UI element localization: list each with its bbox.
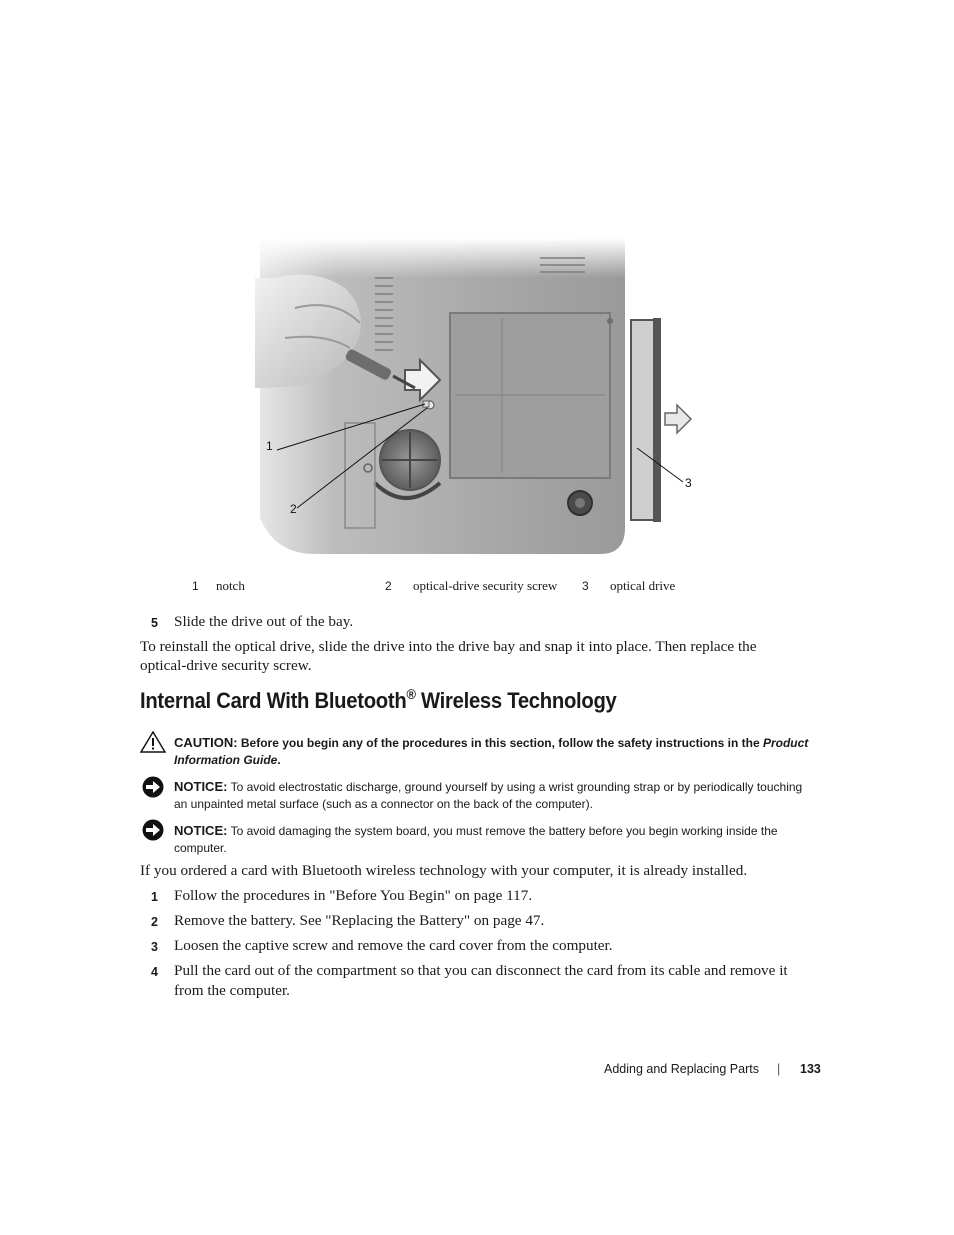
notice-label: NOTICE: <box>174 779 228 794</box>
footer-separator: | <box>777 1062 781 1076</box>
notice-text: To avoid damaging the system board, you must remove the battery before you begin working inside the computer. <box>174 824 778 855</box>
step-2-number: 2 <box>151 915 158 929</box>
section-heading <box>140 686 617 714</box>
callout-3: 3 <box>685 476 692 490</box>
reinstall-paragraph-line2: optical-drive security screw. <box>140 657 312 674</box>
notice-text: To avoid electrostatic discharge, ground yourself by using a wrist grounding strap or by periodically touching an unpainted metal surface (such as a connector on the back of the computer). <box>174 780 803 811</box>
caution-ref: Product Information Guide <box>174 736 809 767</box>
legend-num: 3 <box>582 579 589 593</box>
caution-text: Before you begin any of the procedures in this section, follow the safety instructions in the <box>237 736 763 750</box>
notice-icon <box>141 776 165 798</box>
optical-drive-removal-figure <box>255 238 695 558</box>
legend-label: notch <box>215 578 245 593</box>
caution-label: CAUTION: <box>174 735 238 750</box>
step-1-number: 1 <box>151 890 158 904</box>
notice-1 <box>174 778 814 813</box>
legend-label: optical drive <box>609 578 676 593</box>
step-4-text-line1: Pull the card out of the compartment so that you can disconnect the card from its cable and remove it <box>174 962 788 979</box>
legend-label: optical-drive security screw <box>412 578 558 593</box>
caution-end: . <box>277 753 281 767</box>
page-number: 133 <box>800 1062 821 1076</box>
step-5-text: Slide the drive out of the bay. <box>174 613 354 630</box>
step-3-text: Loosen the captive screw and remove the card cover from the computer. <box>174 937 613 954</box>
reinstall-paragraph-line1: To reinstall the optical drive, slide the drive into the drive bay and snap it into place. Then replace the <box>140 638 757 655</box>
legend-item-1 <box>192 578 245 594</box>
laptop-underside-illustration <box>255 238 695 558</box>
legend-item-2 <box>385 578 557 594</box>
step-5-number: 5 <box>151 616 158 630</box>
legend-num: 1 <box>192 579 199 593</box>
footer-section-name: Adding and Replacing Parts <box>604 1062 759 1076</box>
legend-num: 2 <box>385 579 392 593</box>
notice-label: NOTICE: <box>174 823 228 838</box>
heading-part1: Internal Card With Bluetooth <box>140 688 407 713</box>
step-1-text: Follow the procedures in "Before You Begin" on page 117. <box>174 887 533 904</box>
callout-2: 2 <box>290 502 297 516</box>
step-4-text-line2: from the computer. <box>174 982 290 999</box>
callout-1: 1 <box>266 439 273 453</box>
caution-note <box>174 734 814 769</box>
heading-part2: Wireless Technology <box>415 688 617 713</box>
drive-out-arrow-icon <box>665 405 691 433</box>
intro-paragraph: If you ordered a card with Bluetooth wireless technology with your computer, it is already installed. <box>140 862 748 879</box>
notice-2 <box>174 822 814 857</box>
step-2-text: Remove the battery. See "Replacing the Battery" on page 47. <box>174 912 545 929</box>
step-4-number: 4 <box>151 965 158 979</box>
step-3-number: 3 <box>151 940 158 954</box>
caution-triangle-icon <box>140 731 166 753</box>
notice-icon <box>141 819 165 841</box>
registered-mark: ® <box>406 686 416 702</box>
legend-item-3 <box>582 578 675 594</box>
